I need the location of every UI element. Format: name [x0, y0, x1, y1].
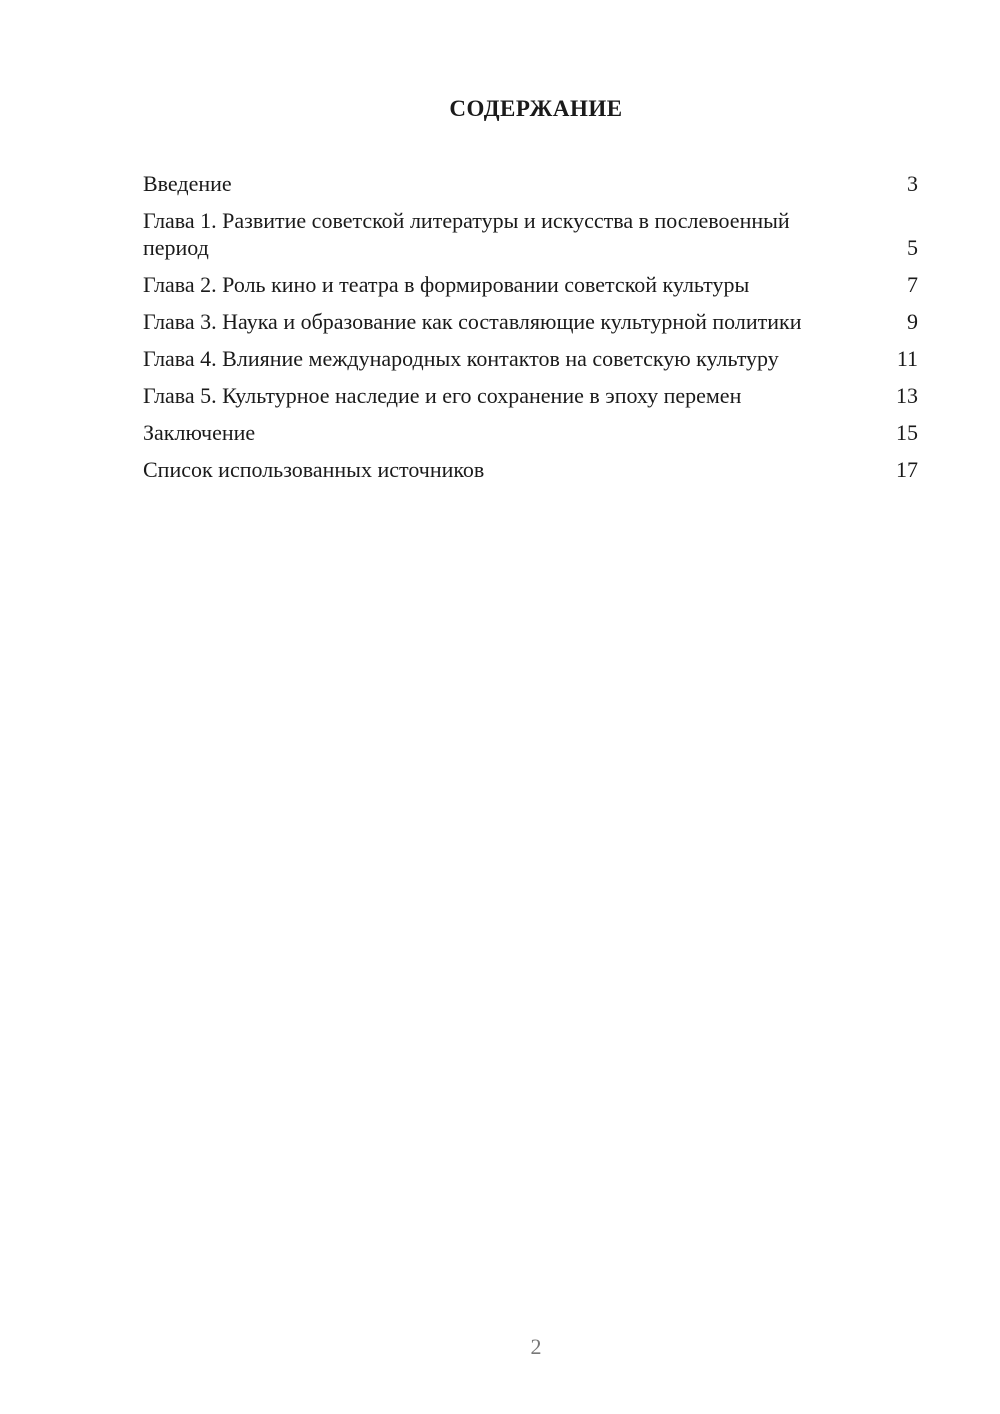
- toc-entry-page: 7: [907, 272, 918, 297]
- toc-entry-conclusion: [143, 419, 918, 446]
- toc-entry-title: Введение: [143, 171, 232, 196]
- toc-entry-title: Список использованных источников: [143, 457, 485, 482]
- toc-entry-page: 17: [896, 457, 918, 482]
- toc-entry-page: 13: [896, 383, 918, 408]
- toc-entry-page: 5: [907, 235, 918, 260]
- page-number: 2: [530, 1334, 542, 1359]
- toc-entry-page: 15: [896, 420, 918, 445]
- toc-entry-chapter-1: [143, 207, 918, 261]
- toc-entry-chapter-5: [143, 382, 918, 409]
- toc-entry-title: Глава 5. Культурное наследие и его сохранение в эпоху перемен: [143, 383, 742, 408]
- toc-entry-page: 9: [907, 309, 918, 334]
- toc-entry-chapter-3: [143, 308, 918, 335]
- toc-entry-page: 3: [907, 171, 918, 196]
- toc-entry-title: Глава 2. Роль кино и театра в формировании советской культуры: [143, 272, 750, 297]
- toc-entry-chapter-4: [143, 345, 918, 372]
- toc-entry-title: Глава 1. Развитие советской литературы и искусства в послевоенный период: [143, 208, 790, 260]
- toc-entry-page: 11: [896, 346, 918, 371]
- page-title: СОДЕРЖАНИЕ: [449, 96, 623, 121]
- toc-entry-introduction: [143, 170, 918, 197]
- toc-entry-title: Глава 4. Влияние международных контактов на советскую культуру: [143, 346, 779, 371]
- toc-entry-title: Заключение: [143, 420, 256, 445]
- table-of-contents: [143, 170, 918, 493]
- toc-entry-chapter-2: [143, 271, 918, 298]
- toc-entry-title: Глава 3. Наука и образование как составляющие культурной политики: [143, 309, 802, 334]
- toc-entry-references: [143, 456, 918, 483]
